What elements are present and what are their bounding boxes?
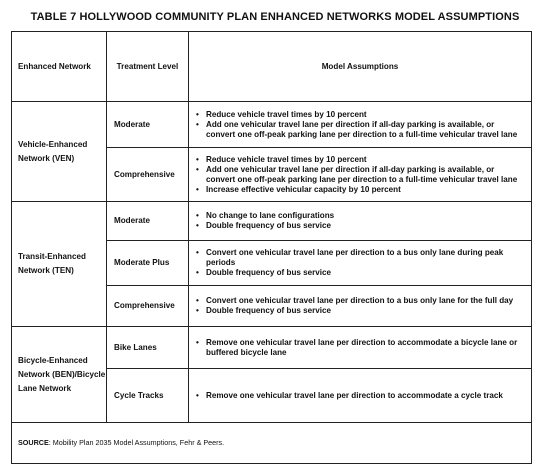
header-row bbox=[12, 32, 532, 102]
header-model-assumptions: Model Assumptions bbox=[189, 32, 532, 102]
table-row bbox=[12, 102, 532, 148]
list-item: • Remove one vehicular travel lane per direction to accommodate a bicycle lane or buffered bicycle lane bbox=[195, 338, 525, 358]
assumptions-list bbox=[195, 110, 525, 140]
header-treatment-level: Treatment Level bbox=[107, 32, 189, 102]
list-item: • No change to lane configurations bbox=[195, 211, 525, 221]
list-item: • Remove one vehicular travel lane per direction to accommodate a cycle track bbox=[195, 391, 525, 401]
source-row bbox=[12, 423, 532, 464]
network-cell: Bicycle-Enhanced Network (BEN)/Bicycle Lane Network bbox=[12, 327, 107, 423]
list-item: • Reduce vehicle travel times by 10 percent bbox=[195, 110, 525, 120]
network-cell: Vehicle-Enhanced Network (VEN) bbox=[12, 102, 107, 202]
treatment-level-cell: Comprehensive bbox=[107, 286, 189, 327]
assumptions-list bbox=[195, 296, 525, 316]
assumptions-cell bbox=[189, 102, 532, 148]
model-assumptions-table bbox=[11, 31, 532, 464]
treatment-level-cell: Moderate Plus bbox=[107, 241, 189, 286]
list-item: • Double frequency of bus service bbox=[195, 268, 525, 278]
list-item: • Double frequency of bus service bbox=[195, 306, 525, 316]
assumptions-cell bbox=[189, 202, 532, 241]
network-cell: Transit-Enhanced Network (TEN) bbox=[12, 202, 107, 327]
table-title: TABLE 7 HOLLYWOOD COMMUNITY PLAN ENHANCED NETWORKS MODEL ASSUMPTIONS bbox=[30, 11, 520, 23]
source-note bbox=[12, 423, 532, 464]
assumptions-list bbox=[195, 248, 525, 278]
assumptions-cell bbox=[189, 148, 532, 202]
treatment-level-cell: Comprehensive bbox=[107, 148, 189, 202]
list-item: • Increase effective vehicular capacity by 10 percent bbox=[195, 185, 525, 195]
list-item: • Add one vehicular travel lane per direction if all-day parking is available, or convert one off-peak parking lane per direction to a full-time vehicular travel lane bbox=[195, 165, 525, 185]
table-row bbox=[12, 202, 532, 241]
table-row bbox=[12, 327, 532, 369]
assumptions-list bbox=[195, 338, 525, 358]
list-item: • Double frequency of bus service bbox=[195, 221, 525, 231]
treatment-level-cell: Moderate bbox=[107, 102, 189, 148]
treatment-level-cell: Cycle Tracks bbox=[107, 369, 189, 423]
assumptions-list bbox=[195, 211, 525, 231]
assumptions-cell bbox=[189, 327, 532, 369]
list-item: • Reduce vehicle travel times by 10 percent bbox=[195, 155, 525, 165]
assumptions-cell bbox=[189, 241, 532, 286]
list-item: • Convert one vehicular travel lane per direction to a bus only lane during peak periods bbox=[195, 248, 525, 268]
treatment-level-cell: Bike Lanes bbox=[107, 327, 189, 369]
assumptions-cell bbox=[189, 286, 532, 327]
source-label: SOURCE bbox=[18, 438, 49, 447]
list-item: • Convert one vehicular travel lane per direction to a bus only lane for the full day bbox=[195, 296, 525, 306]
list-item: • Add one vehicular travel lane per direction if all-day parking is available, or convert one off-peak parking lane per direction to a full-time vehicular travel lane bbox=[195, 120, 525, 140]
assumptions-cell bbox=[189, 369, 532, 423]
assumptions-list bbox=[195, 155, 525, 195]
assumptions-list bbox=[195, 391, 525, 401]
source-text: : Mobility Plan 2035 Model Assumptions, Fehr & Peers. bbox=[48, 438, 225, 447]
treatment-level-cell: Moderate bbox=[107, 202, 189, 241]
header-enhanced-network: Enhanced Network bbox=[12, 32, 107, 102]
